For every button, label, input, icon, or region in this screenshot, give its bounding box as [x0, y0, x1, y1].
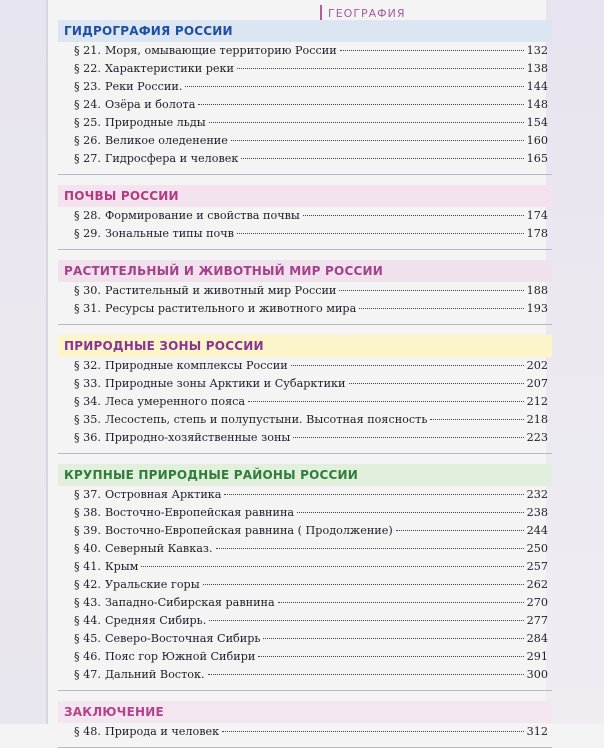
- dot-leader: [237, 68, 524, 69]
- toc-entry[interactable]: [58, 132, 552, 150]
- dot-leader: [208, 674, 524, 675]
- toc-entry[interactable]: [58, 630, 552, 648]
- toc-entry[interactable]: [58, 96, 552, 114]
- dot-leader: [185, 86, 523, 87]
- toc-entry[interactable]: [58, 540, 552, 558]
- page-number: 188: [526, 284, 548, 297]
- paragraph-number: § 26.: [74, 134, 101, 147]
- page-number: 174: [526, 209, 548, 222]
- paragraph-number: § 41.: [74, 560, 101, 573]
- page-number: 250: [526, 542, 548, 555]
- entry-title: Уральские горы: [104, 578, 200, 591]
- toc-entry[interactable]: [58, 42, 552, 60]
- paragraph-number: § 40.: [74, 542, 101, 555]
- entry-title: Озёра и болота: [104, 98, 196, 111]
- page-number: 223: [526, 431, 548, 444]
- page-number: 165: [526, 152, 548, 165]
- page-number: 160: [526, 134, 548, 147]
- page-number: 291: [526, 650, 548, 663]
- entry-title: Средняя Сибирь.: [104, 614, 207, 627]
- paragraph-number: § 48.: [74, 725, 101, 738]
- dot-leader: [359, 308, 523, 309]
- entry-title: Лесостепь, степь и полупустыни. Высотная поясность: [104, 413, 428, 426]
- dot-leader: [349, 383, 524, 384]
- right-margin-band: [546, 0, 604, 724]
- toc-entry[interactable]: [58, 60, 552, 78]
- entry-title: Дальний Восток.: [104, 668, 205, 681]
- entry-title: Природно-хозяйственные зоны: [104, 431, 291, 444]
- dot-leader: [203, 584, 524, 585]
- dot-leader: [293, 437, 523, 438]
- dot-leader: [248, 401, 524, 402]
- toc-entry[interactable]: [58, 393, 552, 411]
- page-number: 193: [526, 302, 548, 315]
- toc-entry[interactable]: [58, 504, 552, 522]
- paragraph-number: § 32.: [74, 359, 101, 372]
- paragraph-number: § 37.: [74, 488, 101, 501]
- entry-title: Западно-Сибирская равнина: [104, 596, 275, 609]
- page-number: 244: [526, 524, 548, 537]
- paragraph-number: § 24.: [74, 98, 101, 111]
- page-number: 257: [526, 560, 548, 573]
- dot-leader: [297, 512, 524, 513]
- section-divider: [58, 174, 552, 175]
- paragraph-number: § 43.: [74, 596, 101, 609]
- page-number: 148: [526, 98, 548, 111]
- page-number: 218: [526, 413, 548, 426]
- toc-entry[interactable]: [58, 723, 552, 741]
- page-number: 207: [526, 377, 548, 390]
- dot-leader: [430, 419, 523, 420]
- entry-title: Великое оледенение: [104, 134, 228, 147]
- page-number: 138: [526, 62, 548, 75]
- dot-leader: [231, 140, 524, 141]
- section-heading: ПОЧВЫ РОССИИ: [58, 185, 552, 207]
- toc-entry[interactable]: [58, 411, 552, 429]
- paragraph-number: § 27.: [74, 152, 101, 165]
- section-heading: ПРИРОДНЫЕ ЗОНЫ РОССИИ: [58, 335, 552, 357]
- entry-title: Пояс гор Южной Сибири: [104, 650, 256, 663]
- section-divider: [58, 324, 552, 325]
- section-heading: ГИДРОГРАФИЯ РОССИИ: [58, 20, 552, 42]
- table-of-contents: [58, 20, 552, 748]
- toc-entry[interactable]: [58, 114, 552, 132]
- page-number: 178: [526, 227, 548, 240]
- section-heading: КРУПНЫЕ ПРИРОДНЫЕ РАЙОНЫ РОССИИ: [58, 464, 552, 486]
- toc-entry[interactable]: [58, 282, 552, 300]
- entry-title: Природные льды: [104, 116, 206, 129]
- section-divider: [58, 453, 552, 454]
- page-number: 270: [526, 596, 548, 609]
- dot-leader: [216, 548, 524, 549]
- page-number: 132: [526, 44, 548, 57]
- running-header-label: ГЕОГРАФИЯ: [328, 6, 406, 20]
- dot-leader: [263, 638, 523, 639]
- entry-title: Восточно-Европейская равнина: [104, 506, 295, 519]
- entry-title: Моря, омывающие территорию России: [104, 44, 337, 57]
- toc-entry[interactable]: [58, 375, 552, 393]
- entry-title: Природные зоны Арктики и Субарктики: [104, 377, 346, 390]
- entry-title: Формирование и свойства почвы: [104, 209, 300, 222]
- entry-title: Реки России.: [104, 80, 183, 93]
- dot-leader: [241, 158, 523, 159]
- page-number: 284: [526, 632, 548, 645]
- page-number: 144: [526, 80, 548, 93]
- toc-entry[interactable]: [58, 522, 552, 540]
- page-number: 262: [526, 578, 548, 591]
- dot-leader: [209, 620, 523, 621]
- dot-leader: [339, 290, 523, 291]
- toc-entry[interactable]: [58, 357, 552, 375]
- paragraph-number: § 29.: [74, 227, 101, 240]
- paragraph-number: § 47.: [74, 668, 101, 681]
- dot-leader: [303, 215, 524, 216]
- paragraph-number: § 34.: [74, 395, 101, 408]
- dot-leader: [209, 122, 524, 123]
- dot-leader: [237, 233, 524, 234]
- paragraph-number: § 28.: [74, 209, 101, 222]
- paragraph-number: § 35.: [74, 413, 101, 426]
- paragraph-number: § 44.: [74, 614, 101, 627]
- page-number: 300: [526, 668, 548, 681]
- dot-leader: [396, 530, 524, 531]
- toc-entry[interactable]: [58, 594, 552, 612]
- entry-title: Восточно-Европейская равнина ( Продолжение): [104, 524, 393, 537]
- toc-entry[interactable]: [58, 429, 552, 447]
- section-heading: РАСТИТЕЛЬНЫЙ И ЖИВОТНЫЙ МИР РОССИИ: [58, 260, 552, 282]
- entry-title: Северный Кавказ.: [104, 542, 213, 555]
- toc-entry[interactable]: [58, 225, 552, 243]
- dot-leader: [278, 602, 524, 603]
- entry-title: Северо-Восточная Сибирь: [104, 632, 261, 645]
- paragraph-number: § 30.: [74, 284, 101, 297]
- dot-leader: [141, 566, 523, 567]
- left-margin-band: [0, 0, 48, 724]
- toc-entry[interactable]: [58, 207, 552, 225]
- paragraph-number: § 45.: [74, 632, 101, 645]
- entry-title: Леса умеренного пояса: [104, 395, 246, 408]
- entry-title: Ресурсы растительного и животного мира: [104, 302, 357, 315]
- paragraph-number: § 42.: [74, 578, 101, 591]
- paragraph-number: § 22.: [74, 62, 101, 75]
- page-number: 277: [526, 614, 548, 627]
- paragraph-number: § 21.: [74, 44, 101, 57]
- dot-leader: [222, 731, 524, 732]
- page-number: 154: [526, 116, 548, 129]
- toc-entry[interactable]: [58, 666, 552, 684]
- paragraph-number: § 31.: [74, 302, 101, 315]
- entry-title: Гидросфера и человек: [104, 152, 239, 165]
- page-number: 212: [526, 395, 548, 408]
- page-number: 312: [526, 725, 548, 738]
- entry-title: Характеристики реки: [104, 62, 234, 75]
- dot-leader: [198, 104, 523, 105]
- section-divider: [58, 249, 552, 250]
- page-number: 232: [526, 488, 548, 501]
- section-divider: [58, 690, 552, 691]
- entry-title: Крым: [104, 560, 139, 573]
- toc-entry[interactable]: [58, 300, 552, 318]
- dot-leader: [340, 50, 524, 51]
- dot-leader: [258, 656, 523, 657]
- toc-entry[interactable]: [58, 558, 552, 576]
- header-rule: [320, 5, 322, 21]
- entry-title: Природные комплексы России: [104, 359, 288, 372]
- entry-title: Растительный и животный мир России: [104, 284, 337, 297]
- toc-entry[interactable]: [58, 486, 552, 504]
- page-number: 202: [526, 359, 548, 372]
- paragraph-number: § 25.: [74, 116, 101, 129]
- toc-entry[interactable]: [58, 612, 552, 630]
- toc-entry[interactable]: [58, 150, 552, 168]
- entry-title: Природа и человек: [104, 725, 220, 738]
- section-heading: ЗАКЛЮЧЕНИЕ: [58, 701, 552, 723]
- dot-leader: [224, 494, 523, 495]
- toc-entry[interactable]: [58, 576, 552, 594]
- entry-title: Островная Арктика: [104, 488, 222, 501]
- paragraph-number: § 38.: [74, 506, 101, 519]
- paragraph-number: § 36.: [74, 431, 101, 444]
- entry-title: Зональные типы почв: [104, 227, 234, 240]
- paragraph-number: § 23.: [74, 80, 101, 93]
- paragraph-number: § 39.: [74, 524, 101, 537]
- toc-entry[interactable]: [58, 648, 552, 666]
- dot-leader: [291, 365, 524, 366]
- paragraph-number: § 33.: [74, 377, 101, 390]
- toc-entry[interactable]: [58, 78, 552, 96]
- page-number: 238: [526, 506, 548, 519]
- paragraph-number: § 46.: [74, 650, 101, 663]
